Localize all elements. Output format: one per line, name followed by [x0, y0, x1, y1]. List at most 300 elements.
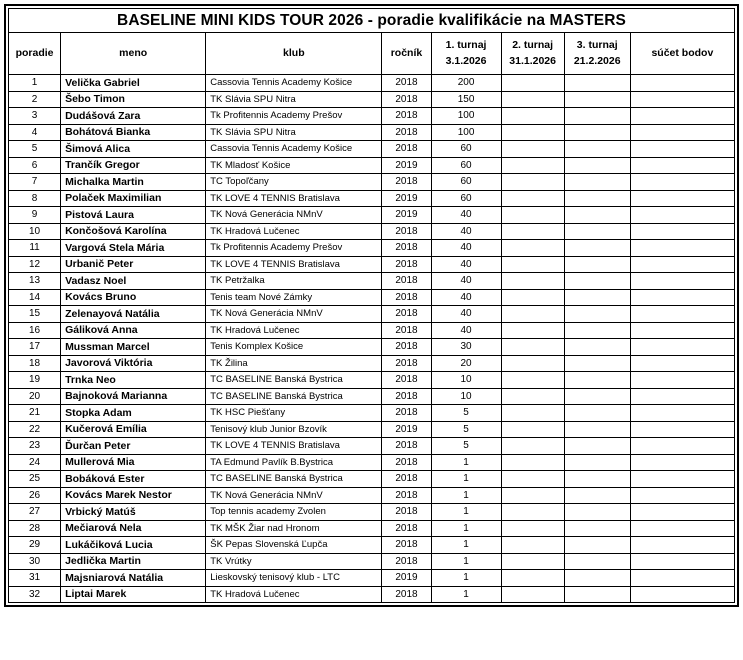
cell-meno: Končošová Karolína	[61, 223, 206, 240]
cell-sucet	[630, 339, 734, 356]
table-row	[9, 553, 735, 570]
cell-turnaj1: 1	[431, 537, 501, 554]
cell-meno: Bohátová Bianka	[61, 124, 206, 141]
table-row	[9, 388, 735, 405]
cell-turnaj2	[501, 273, 564, 290]
cell-turnaj3	[564, 289, 630, 306]
cell-rocnik: 2018	[382, 586, 431, 603]
table-row	[9, 322, 735, 339]
cell-klub: TC BASELINE Banská Bystrica	[206, 471, 382, 488]
cell-meno: Michalka Martin	[61, 174, 206, 191]
cell-rocnik: 2018	[382, 454, 431, 471]
cell-rocnik: 2018	[382, 174, 431, 191]
cell-turnaj2	[501, 256, 564, 273]
cell-turnaj2	[501, 586, 564, 603]
table-row	[9, 339, 735, 356]
cell-meno: Lukáčiková Lucia	[61, 537, 206, 554]
cell-klub: TC BASELINE Banská Bystrica	[206, 372, 382, 389]
cell-turnaj2	[501, 207, 564, 224]
cell-rocnik: 2018	[382, 124, 431, 141]
cell-rocnik: 2018	[382, 256, 431, 273]
table-row	[9, 471, 735, 488]
table-row	[9, 586, 735, 603]
cell-sucet	[630, 91, 734, 108]
cell-rocnik: 2019	[382, 421, 431, 438]
table-row	[9, 108, 735, 125]
cell-meno: Vrbický Matúš	[61, 504, 206, 521]
cell-turnaj1: 200	[431, 75, 501, 92]
cell-turnaj2	[501, 91, 564, 108]
cell-turnaj1: 40	[431, 322, 501, 339]
cell-klub: TK Nová Generácia NMnV	[206, 207, 382, 224]
cell-rocnik: 2018	[382, 223, 431, 240]
cell-turnaj2	[501, 553, 564, 570]
cell-turnaj2	[501, 223, 564, 240]
cell-meno: Šebo Timon	[61, 91, 206, 108]
cell-klub: Top tennis academy Zvolen	[206, 504, 382, 521]
cell-turnaj1: 40	[431, 223, 501, 240]
cell-meno: Polaček Maximilian	[61, 190, 206, 207]
cell-meno: Vadasz Noel	[61, 273, 206, 290]
column-header-turnaj2	[501, 33, 564, 75]
table-row	[9, 289, 735, 306]
cell-sucet	[630, 207, 734, 224]
column-header-label: súčet bodov	[651, 46, 714, 59]
cell-turnaj1: 40	[431, 289, 501, 306]
column-header-label: poradie	[15, 46, 54, 59]
cell-sucet	[630, 306, 734, 323]
table-row	[9, 355, 735, 372]
cell-sucet	[630, 273, 734, 290]
cell-rocnik: 2018	[382, 438, 431, 455]
cell-rocnik: 2018	[382, 322, 431, 339]
cell-klub: TK LOVE 4 TENNIS Bratislava	[206, 438, 382, 455]
cell-turnaj1: 10	[431, 388, 501, 405]
cell-meno: Jedlička Martin	[61, 553, 206, 570]
cell-turnaj3	[564, 586, 630, 603]
table-row	[9, 223, 735, 240]
cell-poradie: 14	[9, 289, 61, 306]
cell-sucet	[630, 223, 734, 240]
cell-turnaj3	[564, 355, 630, 372]
cell-poradie: 11	[9, 240, 61, 257]
cell-turnaj1: 40	[431, 273, 501, 290]
cell-poradie: 22	[9, 421, 61, 438]
cell-sucet	[630, 124, 734, 141]
cell-rocnik: 2018	[382, 91, 431, 108]
cell-turnaj2	[501, 240, 564, 257]
cell-klub: TK Hradová Lučenec	[206, 322, 382, 339]
cell-poradie: 7	[9, 174, 61, 191]
column-header-date: 3.1.2026	[445, 54, 487, 67]
cell-rocnik: 2018	[382, 108, 431, 125]
cell-meno: Mečiarová Nela	[61, 520, 206, 537]
cell-turnaj1: 60	[431, 141, 501, 158]
cell-turnaj1: 1	[431, 586, 501, 603]
cell-meno: Bajnoková Marianna	[61, 388, 206, 405]
cell-klub: TK Vrútky	[206, 553, 382, 570]
table-row	[9, 240, 735, 257]
cell-turnaj3	[564, 157, 630, 174]
cell-turnaj1: 5	[431, 405, 501, 422]
cell-turnaj3	[564, 520, 630, 537]
cell-meno: Mullerová Mia	[61, 454, 206, 471]
cell-turnaj2	[501, 322, 564, 339]
cell-turnaj3	[564, 223, 630, 240]
cell-turnaj2	[501, 174, 564, 191]
cell-klub: TK Mladosť Košice	[206, 157, 382, 174]
cell-poradie: 17	[9, 339, 61, 356]
cell-meno: Kovács Bruno	[61, 289, 206, 306]
cell-turnaj2	[501, 289, 564, 306]
cell-turnaj3	[564, 240, 630, 257]
cell-rocnik: 2018	[382, 553, 431, 570]
cell-turnaj2	[501, 388, 564, 405]
column-header-turnaj3	[564, 33, 630, 75]
cell-poradie: 6	[9, 157, 61, 174]
cell-klub: Tenis Komplex Košice	[206, 339, 382, 356]
cell-turnaj1: 1	[431, 553, 501, 570]
cell-poradie: 10	[9, 223, 61, 240]
cell-klub: TK HSC Piešťany	[206, 405, 382, 422]
cell-rocnik: 2018	[382, 471, 431, 488]
column-header-rocnik	[382, 33, 431, 75]
cell-meno: Pistová Laura	[61, 207, 206, 224]
cell-rocnik: 2018	[382, 537, 431, 554]
cell-poradie: 23	[9, 438, 61, 455]
cell-sucet	[630, 141, 734, 158]
cell-sucet	[630, 256, 734, 273]
cell-meno: Liptai Marek	[61, 586, 206, 603]
cell-meno: Velička Gabriel	[61, 75, 206, 92]
cell-sucet	[630, 289, 734, 306]
cell-klub: TK Žilina	[206, 355, 382, 372]
cell-turnaj1: 1	[431, 520, 501, 537]
table-row	[9, 306, 735, 323]
cell-sucet	[630, 372, 734, 389]
cell-turnaj1: 5	[431, 438, 501, 455]
cell-poradie: 24	[9, 454, 61, 471]
column-header-date: 21.2.2026	[573, 54, 621, 67]
cell-poradie: 32	[9, 586, 61, 603]
cell-turnaj3	[564, 124, 630, 141]
cell-klub: Tk Profitennis Academy Prešov	[206, 108, 382, 125]
cell-sucet	[630, 75, 734, 92]
cell-poradie: 15	[9, 306, 61, 323]
cell-klub: TK Nová Generácia NMnV	[206, 487, 382, 504]
cell-klub: TK MŠK Žiar nad Hronom	[206, 520, 382, 537]
cell-turnaj2	[501, 570, 564, 587]
cell-klub: TK Slávia SPU Nitra	[206, 124, 382, 141]
cell-turnaj3	[564, 570, 630, 587]
cell-poradie: 29	[9, 537, 61, 554]
column-header-label: 2. turnaj	[512, 39, 554, 52]
cell-rocnik: 2018	[382, 388, 431, 405]
cell-turnaj3	[564, 405, 630, 422]
column-header-date: 31.1.2026	[509, 54, 556, 67]
cell-sucet	[630, 421, 734, 438]
cell-meno: Mussman Marcel	[61, 339, 206, 356]
cell-poradie: 4	[9, 124, 61, 141]
cell-turnaj1: 150	[431, 91, 501, 108]
table-row	[9, 405, 735, 422]
cell-turnaj3	[564, 372, 630, 389]
table-row	[9, 91, 735, 108]
cell-turnaj2	[501, 190, 564, 207]
cell-rocnik: 2018	[382, 520, 431, 537]
table-row	[9, 141, 735, 158]
cell-turnaj3	[564, 256, 630, 273]
cell-turnaj1: 1	[431, 454, 501, 471]
table-row	[9, 438, 735, 455]
cell-meno: Javorová Viktória	[61, 355, 206, 372]
cell-turnaj1: 30	[431, 339, 501, 356]
column-header-label: ročník	[390, 46, 423, 59]
cell-turnaj1: 60	[431, 174, 501, 191]
cell-meno: Gáliková Anna	[61, 322, 206, 339]
cell-poradie: 8	[9, 190, 61, 207]
cell-turnaj3	[564, 174, 630, 191]
table-body	[9, 75, 735, 603]
cell-meno: Zelenayová Natália	[61, 306, 206, 323]
table-row	[9, 421, 735, 438]
cell-klub: TK Hradová Lučenec	[206, 223, 382, 240]
cell-sucet	[630, 322, 734, 339]
table-row	[9, 174, 735, 191]
cell-meno: Vargová Stela Mária	[61, 240, 206, 257]
cell-klub: TK Petržalka	[206, 273, 382, 290]
cell-rocnik: 2018	[382, 141, 431, 158]
cell-rocnik: 2018	[382, 75, 431, 92]
table-row	[9, 454, 735, 471]
cell-poradie: 30	[9, 553, 61, 570]
cell-turnaj3	[564, 306, 630, 323]
table-row	[9, 190, 735, 207]
cell-rocnik: 2019	[382, 157, 431, 174]
cell-turnaj1: 1	[431, 570, 501, 587]
cell-poradie: 20	[9, 388, 61, 405]
table-row	[9, 487, 735, 504]
cell-poradie: 16	[9, 322, 61, 339]
cell-rocnik: 2018	[382, 240, 431, 257]
cell-turnaj2	[501, 108, 564, 125]
cell-meno: Urbanič Peter	[61, 256, 206, 273]
cell-sucet	[630, 520, 734, 537]
column-header-meno	[61, 33, 206, 75]
page-title: BASELINE MINI KIDS TOUR 2026 - poradie kvalifikácie na MASTERS	[9, 9, 735, 33]
cell-rocnik: 2018	[382, 289, 431, 306]
table-row	[9, 207, 735, 224]
cell-turnaj3	[564, 108, 630, 125]
header-row	[9, 33, 735, 75]
table-row	[9, 256, 735, 273]
cell-klub: TK Slávia SPU Nitra	[206, 91, 382, 108]
cell-turnaj1: 40	[431, 306, 501, 323]
cell-rocnik: 2018	[382, 306, 431, 323]
cell-turnaj3	[564, 438, 630, 455]
cell-meno: Stopka Adam	[61, 405, 206, 422]
cell-rocnik: 2019	[382, 207, 431, 224]
cell-turnaj1: 40	[431, 207, 501, 224]
cell-turnaj1: 100	[431, 108, 501, 125]
cell-turnaj1: 1	[431, 504, 501, 521]
cell-poradie: 3	[9, 108, 61, 125]
cell-rocnik: 2018	[382, 273, 431, 290]
cell-poradie: 25	[9, 471, 61, 488]
cell-turnaj2	[501, 520, 564, 537]
cell-turnaj2	[501, 504, 564, 521]
cell-turnaj2	[501, 372, 564, 389]
table-row	[9, 520, 735, 537]
cell-turnaj2	[501, 421, 564, 438]
cell-turnaj2	[501, 454, 564, 471]
table-row	[9, 537, 735, 554]
cell-sucet	[630, 537, 734, 554]
cell-turnaj1: 5	[431, 421, 501, 438]
cell-sucet	[630, 240, 734, 257]
cell-sucet	[630, 405, 734, 422]
cell-poradie: 9	[9, 207, 61, 224]
cell-klub: TC BASELINE Banská Bystrica	[206, 388, 382, 405]
cell-poradie: 12	[9, 256, 61, 273]
table-row	[9, 372, 735, 389]
table-row	[9, 75, 735, 92]
cell-poradie: 31	[9, 570, 61, 587]
cell-klub: TA Edmund Pavlík B.Bystrica	[206, 454, 382, 471]
cell-turnaj2	[501, 471, 564, 488]
cell-poradie: 19	[9, 372, 61, 389]
cell-turnaj3	[564, 91, 630, 108]
column-header-turnaj1	[431, 33, 501, 75]
cell-turnaj2	[501, 306, 564, 323]
cell-klub: Tenis team Nové Zámky	[206, 289, 382, 306]
table-row	[9, 570, 735, 587]
cell-sucet	[630, 108, 734, 125]
cell-klub: Cassovia Tennis Academy Košice	[206, 141, 382, 158]
cell-rocnik: 2018	[382, 504, 431, 521]
cell-turnaj1: 100	[431, 124, 501, 141]
cell-turnaj2	[501, 157, 564, 174]
cell-sucet	[630, 190, 734, 207]
cell-klub: ŠK Pepas Slovenská Ľupča	[206, 537, 382, 554]
cell-turnaj3	[564, 141, 630, 158]
cell-poradie: 13	[9, 273, 61, 290]
cell-turnaj2	[501, 339, 564, 356]
table-outer-frame	[4, 4, 739, 607]
cell-turnaj3	[564, 421, 630, 438]
cell-sucet	[630, 471, 734, 488]
cell-sucet	[630, 553, 734, 570]
cell-klub: TK LOVE 4 TENNIS Bratislava	[206, 190, 382, 207]
cell-sucet	[630, 388, 734, 405]
ranking-table	[8, 8, 735, 603]
table-row	[9, 124, 735, 141]
cell-turnaj3	[564, 504, 630, 521]
cell-turnaj2	[501, 355, 564, 372]
cell-poradie: 26	[9, 487, 61, 504]
table-row	[9, 273, 735, 290]
cell-turnaj3	[564, 75, 630, 92]
cell-poradie: 1	[9, 75, 61, 92]
cell-sucet	[630, 157, 734, 174]
cell-poradie: 5	[9, 141, 61, 158]
cell-meno: Dudášová Zara	[61, 108, 206, 125]
cell-turnaj3	[564, 487, 630, 504]
cell-meno: Kučerová Emília	[61, 421, 206, 438]
cell-turnaj1: 40	[431, 240, 501, 257]
cell-turnaj3	[564, 273, 630, 290]
cell-sucet	[630, 174, 734, 191]
cell-turnaj1: 1	[431, 487, 501, 504]
cell-meno: Šimová Alica	[61, 141, 206, 158]
cell-turnaj3	[564, 388, 630, 405]
cell-sucet	[630, 586, 734, 603]
cell-turnaj2	[501, 141, 564, 158]
cell-meno: Bobáková Ester	[61, 471, 206, 488]
cell-meno: Majsniarová Natália	[61, 570, 206, 587]
cell-rocnik: 2018	[382, 339, 431, 356]
cell-turnaj1: 60	[431, 190, 501, 207]
cell-klub: Tk Profitennis Academy Prešov	[206, 240, 382, 257]
cell-sucet	[630, 504, 734, 521]
cell-meno: Trančík Gregor	[61, 157, 206, 174]
cell-meno: Trnka Neo	[61, 372, 206, 389]
cell-sucet	[630, 487, 734, 504]
column-header-poradie	[9, 33, 61, 75]
cell-poradie: 28	[9, 520, 61, 537]
cell-poradie: 21	[9, 405, 61, 422]
cell-turnaj1: 20	[431, 355, 501, 372]
column-header-label: meno	[119, 46, 148, 59]
cell-turnaj3	[564, 190, 630, 207]
cell-turnaj2	[501, 487, 564, 504]
column-header-label: klub	[283, 46, 305, 59]
cell-rocnik: 2019	[382, 570, 431, 587]
cell-rocnik: 2018	[382, 487, 431, 504]
cell-poradie: 2	[9, 91, 61, 108]
cell-sucet	[630, 355, 734, 372]
cell-meno: Ďurčan Peter	[61, 438, 206, 455]
cell-poradie: 18	[9, 355, 61, 372]
cell-turnaj3	[564, 339, 630, 356]
cell-klub: Cassovia Tennis Academy Košice	[206, 75, 382, 92]
cell-turnaj2	[501, 405, 564, 422]
column-header-label: 3. turnaj	[576, 39, 618, 52]
column-header-label: 1. turnaj	[445, 39, 487, 52]
cell-poradie: 27	[9, 504, 61, 521]
cell-turnaj2	[501, 537, 564, 554]
cell-turnaj1: 40	[431, 256, 501, 273]
table-row	[9, 157, 735, 174]
cell-turnaj2	[501, 124, 564, 141]
cell-turnaj3	[564, 471, 630, 488]
cell-turnaj3	[564, 207, 630, 224]
cell-turnaj1: 60	[431, 157, 501, 174]
cell-turnaj2	[501, 75, 564, 92]
cell-rocnik: 2018	[382, 372, 431, 389]
cell-turnaj3	[564, 322, 630, 339]
cell-turnaj3	[564, 537, 630, 554]
cell-klub: TK Nová Generácia NMnV	[206, 306, 382, 323]
cell-sucet	[630, 454, 734, 471]
cell-klub: TK LOVE 4 TENNIS Bratislava	[206, 256, 382, 273]
column-header-klub	[206, 33, 382, 75]
cell-turnaj2	[501, 438, 564, 455]
cell-rocnik: 2019	[382, 190, 431, 207]
cell-turnaj3	[564, 553, 630, 570]
cell-sucet	[630, 570, 734, 587]
cell-turnaj1: 1	[431, 471, 501, 488]
